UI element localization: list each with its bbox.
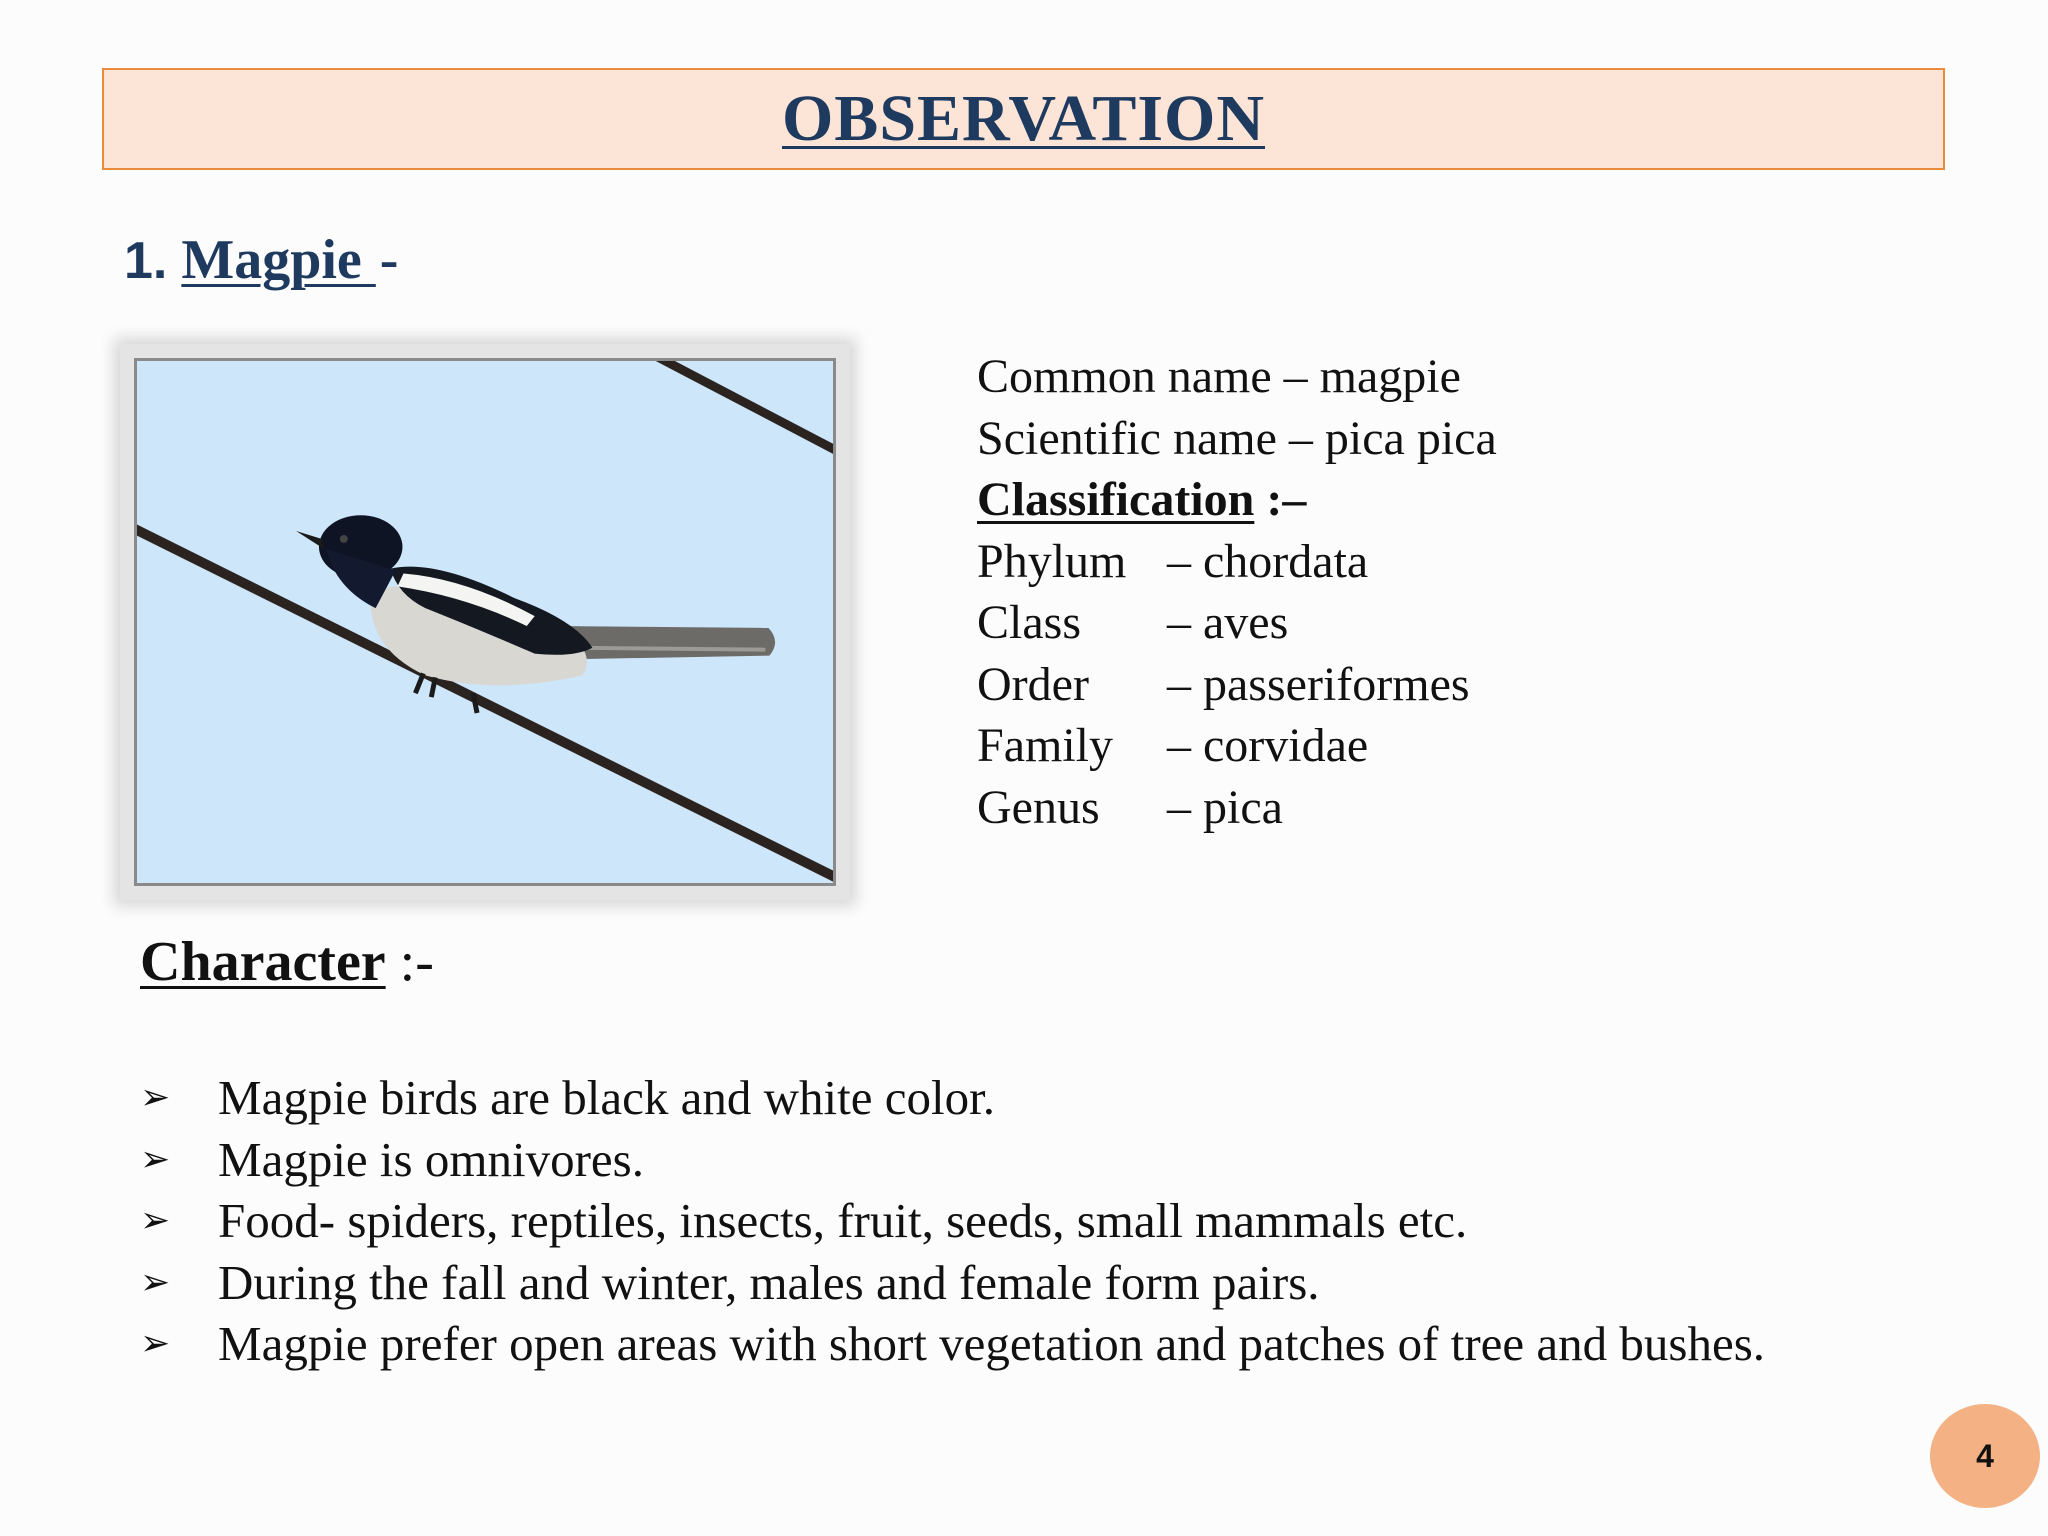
classification-label: Order	[977, 657, 1089, 711]
list-item	[140, 1190, 1890, 1252]
arrow-bullet-icon: ➢	[140, 1261, 171, 1303]
page-number-badge: 4	[1930, 1404, 2040, 1508]
list-item-text: During the fall and winter, males and female form pairs.	[218, 1254, 1320, 1310]
classification-row-phylum	[977, 531, 1877, 593]
list-item-text: Magpie prefer open areas with short vegetation and patches of tree and bushes.	[218, 1316, 1766, 1371]
classification-label: Class	[977, 596, 1082, 649]
section-heading	[124, 228, 398, 298]
classification-heading	[977, 469, 1877, 531]
classification-label: Genus	[977, 780, 1100, 834]
classification-value: – pica	[1167, 780, 1283, 834]
classification-value: – passeriformes	[1167, 657, 1470, 711]
classification-row-family	[977, 715, 1877, 777]
slide-title: OBSERVATION	[781, 82, 1266, 155]
classification-row-genus	[977, 777, 1877, 839]
list-item-text: Magpie birds are black and white color.	[218, 1070, 995, 1125]
list-item-text: Magpie is omnivores.	[218, 1131, 644, 1187]
classification-value: – corvidae	[1167, 719, 1369, 772]
classification-row-class	[977, 592, 1877, 654]
character-heading-suffix: :-	[385, 931, 434, 993]
section-name: Magpie	[181, 229, 376, 291]
bird-photo-frame	[120, 344, 850, 900]
bird-facts	[977, 346, 1877, 838]
classification-heading-label: Classification	[977, 473, 1255, 526]
arrow-bullet-icon: ➢	[140, 1138, 171, 1180]
magpie-photo	[134, 358, 836, 886]
classification-value: – chordata	[1167, 534, 1369, 588]
list-item	[140, 1252, 1890, 1314]
classification-value: – aves	[1167, 596, 1289, 649]
list-item	[140, 1129, 1890, 1191]
section-number: 1.	[124, 232, 168, 290]
list-item	[140, 1313, 1890, 1375]
section-suffix: -	[379, 229, 399, 291]
classification-heading-suffix: :–	[1254, 473, 1307, 526]
character-heading	[140, 930, 434, 994]
arrow-bullet-icon: ➢	[140, 1200, 171, 1241]
list-item	[140, 1067, 1890, 1129]
list-item-text: Food- spiders, reptiles, insects, fruit, seeds, small mammals etc.	[218, 1193, 1468, 1248]
classification-row-order	[977, 654, 1877, 716]
common-name: Common name – magpie	[977, 350, 1461, 403]
classification-label: Family	[977, 719, 1114, 772]
character-list	[140, 1067, 1890, 1375]
title-banner	[102, 68, 1945, 170]
character-heading-label: Character	[140, 931, 386, 993]
classification-label: Phylum	[977, 534, 1127, 588]
arrow-bullet-icon: ➢	[140, 1323, 171, 1364]
arrow-bullet-icon: ➢	[140, 1077, 171, 1118]
scientific-name: Scientific name – pica pica	[977, 411, 1497, 465]
